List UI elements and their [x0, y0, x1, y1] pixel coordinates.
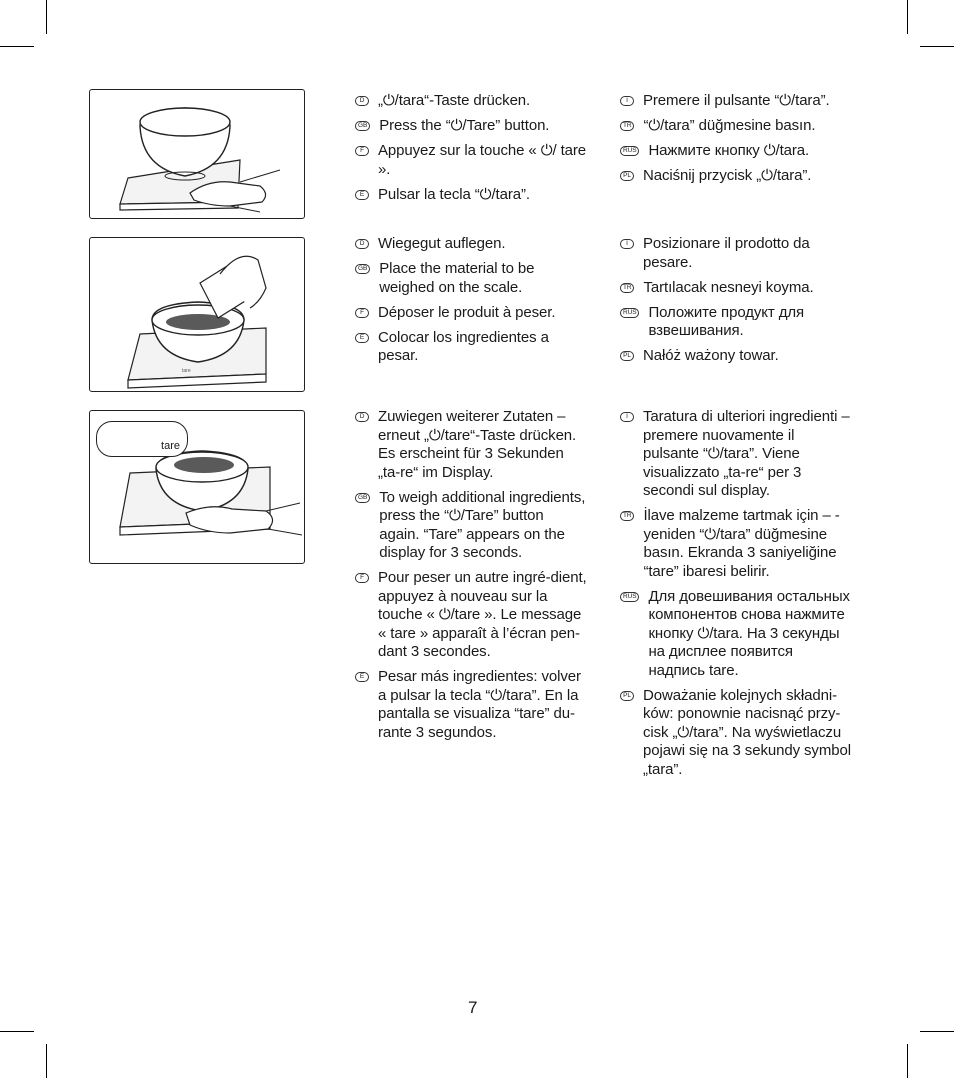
instruction-entry	[620, 347, 852, 366]
instruction-text: İlave malzeme tartmak için – -yeniden “⏻/tara” düğmesine basın. Ekranda 3 saniyeliğine “tare” ibaresi belirir.	[643, 507, 840, 580]
instruction-entry	[355, 260, 587, 297]
scale-label: tare	[182, 368, 191, 374]
language-code-badge: RUS	[620, 146, 639, 156]
instruction-text: Pour peser un autre ingré-dient, appuyez à nouveau sur la touche « ⏻/tare ». Le message « tare » apparaît à l’écran pen-dant 3 secondes.	[378, 569, 587, 660]
crop-mark	[920, 46, 954, 47]
instruction-text: Wiegegut auflegen.	[378, 235, 506, 252]
instruction-entry	[620, 92, 852, 111]
language-code-badge: E	[355, 333, 369, 343]
display-bubble	[96, 421, 188, 457]
instruction-text: Nałóż ważony towar.	[643, 347, 779, 364]
language-code-badge: TR	[620, 121, 634, 131]
instruction-entry	[620, 235, 852, 272]
instruction-text: „⏻/tara“-Taste drücken.	[378, 92, 531, 109]
language-code-badge: TR	[620, 511, 634, 521]
display-tare-text: tare	[161, 440, 180, 452]
crop-mark	[0, 1031, 34, 1032]
language-code-badge: F	[355, 308, 369, 318]
language-code-badge: GB	[355, 264, 370, 274]
language-code-badge: I	[620, 239, 634, 249]
instruction-text: Doważanie kolejnych składni-ków: ponownie nacisnąć przy-cisk „⏻/tara”. Na wyświetlaczu pojawi się na 3 sekundy symbol „tara”.	[643, 686, 851, 778]
instruction-entry	[620, 408, 852, 501]
language-code-badge: D	[355, 96, 369, 106]
instruction-entry	[355, 142, 587, 179]
illustration-tare-display	[89, 410, 305, 564]
language-code-badge: PL	[620, 171, 634, 181]
section-2-left-column	[355, 235, 587, 372]
section-1-right-column	[620, 92, 852, 192]
instruction-entry	[355, 569, 587, 662]
instruction-text: Для довешивания остальных компонентов снова нажмите кнопку ⏻/tara. На 3 секунды на дисплее появится надпись tare.	[648, 587, 850, 679]
instruction-text: Положите продукт для взвешивания.	[648, 303, 805, 339]
instruction-text: Tartılacak nesneyi koyma.	[643, 278, 814, 296]
section-3-right-column	[620, 408, 852, 786]
illustration-pouring-material	[89, 237, 305, 392]
instruction-text: Appuyez sur la touche « ⏻/ tare ».	[378, 142, 587, 178]
instruction-entry	[620, 167, 852, 186]
instruction-text: Naciśnij przycisk „⏻/tara”.	[643, 167, 812, 184]
instruction-entry	[620, 304, 852, 341]
crop-mark	[907, 1044, 908, 1078]
instruction-entry	[355, 186, 587, 205]
instruction-text: Colocar los ingredientes a pesar.	[378, 328, 549, 364]
instruction-entry	[355, 329, 587, 366]
instruction-text: Déposer le produit à peser.	[378, 303, 556, 321]
language-code-badge: F	[355, 573, 369, 583]
instruction-text: Press the “⏻/Tare” button.	[379, 117, 550, 134]
language-code-badge: E	[355, 190, 369, 200]
instruction-text: Place the material to be weighed on the scale.	[379, 260, 535, 296]
language-code-badge: PL	[620, 691, 634, 701]
instruction-entry	[355, 408, 587, 482]
crop-mark	[46, 1044, 47, 1078]
page-number: 7	[468, 998, 478, 1017]
instruction-text: Posizionare il prodotto da pesare.	[643, 235, 810, 271]
instruction-text: Taratura di ulteriori ingredienti – premere nuovamente il pulsante “⏻/tara”. Viene visualizzato „ta-re“ per 3 secondi sul display.	[643, 408, 850, 499]
language-code-badge: E	[355, 672, 369, 682]
instruction-entry	[620, 117, 852, 136]
instruction-entry	[620, 507, 852, 581]
section-2-right-column	[620, 235, 852, 372]
instruction-entry	[355, 235, 587, 254]
language-code-badge: GB	[355, 121, 370, 131]
instruction-entry	[355, 489, 587, 563]
instruction-entry	[620, 687, 852, 780]
instruction-entry	[620, 279, 852, 298]
crop-mark	[920, 1031, 954, 1032]
language-code-badge: D	[355, 239, 369, 249]
instruction-entry	[620, 588, 852, 681]
language-code-badge: RUS	[620, 592, 639, 602]
instruction-entry	[355, 92, 587, 111]
language-code-badge: RUS	[620, 308, 639, 318]
language-code-badge: F	[355, 146, 369, 156]
language-code-badge: TR	[620, 283, 634, 293]
language-code-badge: PL	[620, 351, 634, 361]
instruction-entry	[355, 117, 587, 136]
instruction-text: Zuwiegen weiterer Zutaten – erneut „⏻/tare“-Taste drücken. Es erscheint für 3 Sekunden „ta-re“ im Display.	[378, 408, 577, 481]
crop-mark	[0, 46, 34, 47]
instruction-text: Premere il pulsante “⏻/tara”.	[643, 92, 830, 109]
language-code-badge: I	[620, 96, 634, 106]
instruction-text: Pesar más ingredientes: volver a pulsar la tecla “⏻/tara”. En la pantalla se visualiza “tare” du-rante 3 segundos.	[378, 668, 581, 741]
language-code-badge: D	[355, 412, 369, 422]
instruction-entry	[355, 668, 587, 742]
language-code-badge: I	[620, 412, 634, 422]
instruction-text: “⏻/tara” düğmesine basın.	[643, 117, 816, 134]
language-code-badge: GB	[355, 493, 370, 503]
instruction-text: To weigh additional ingredients, press the “⏻/Tare” button again. “Tare” appears on the display for 3 seconds.	[379, 488, 586, 561]
crop-mark	[46, 0, 47, 34]
instruction-text: Pulsar la tecla “⏻/tara”.	[378, 185, 530, 203]
section-3-left-column	[355, 408, 587, 749]
crop-mark	[907, 0, 908, 34]
instruction-text: Нажмите кнопку ⏻/tara.	[648, 142, 810, 159]
instruction-entry	[620, 142, 852, 161]
illustration-empty-bowl	[89, 89, 305, 219]
instruction-entry	[355, 304, 587, 323]
section-1-left-column	[355, 92, 587, 211]
